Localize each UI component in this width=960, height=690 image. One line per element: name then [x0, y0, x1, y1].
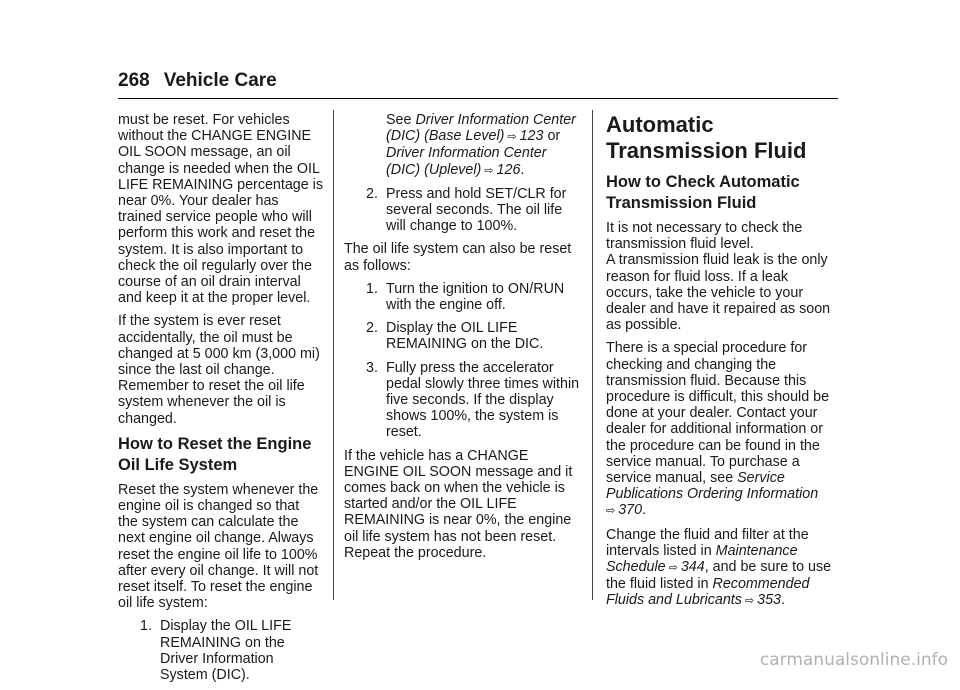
- steps-list: [118, 618, 323, 683]
- column-middle: [344, 112, 580, 568]
- step-continuation: See Driver Information Center (DIC) (Base Level) ⇨ 123 or Driver Information Center (DIC) (Uplevel) ⇨ 126.: [386, 112, 576, 178]
- list-item: [344, 186, 580, 235]
- step-text: Fully press the accelerator pedal slowly three times within five seconds. If the display shows 100%, the system is reset.: [386, 359, 580, 441]
- step-number: 3.: [366, 359, 378, 376]
- page-reference-arrow-icon: ⇨: [668, 562, 678, 575]
- section-title-large: Automatic Transmission Fluid: [606, 112, 807, 163]
- section-heading: How to Check Automatic Transmission Fluid: [606, 173, 800, 212]
- page-reference-arrow-icon: ⇨: [507, 131, 517, 144]
- page-reference-arrow-icon: ⇨: [484, 164, 494, 177]
- column-divider: [592, 110, 593, 600]
- step-text: Display the OIL LIFE REMAINING on the Driver Information System (DIC).: [160, 618, 292, 684]
- alt-steps-list: [344, 281, 580, 441]
- list-item: [118, 618, 323, 683]
- step-text: Display the OIL LIFE REMAINING on the DIC.: [386, 320, 544, 353]
- page-ref[interactable]: 353: [757, 592, 781, 609]
- text: , and be sure to use the fluid listed in: [606, 559, 832, 593]
- paragraph: If the system is ever reset accidentally, the oil must be changed at 5 000 km (3,000 mi) since the last oil change. Remember to reset the oil life system whenever the oil is changed.: [118, 313, 320, 427]
- link-recommended-fluids[interactable]: Recommended Fluids and Lubricants: [606, 576, 810, 609]
- column-divider: [333, 110, 334, 600]
- link-dic-uplevel[interactable]: Driver Information Center (DIC) (Uplevel): [386, 145, 547, 178]
- page-ref[interactable]: 370: [618, 502, 643, 519]
- page-ref[interactable]: 126: [496, 161, 521, 178]
- paragraph: A transmission fluid leak is the only reason for fluid loss. If a leak occurs, take the vehicle to your dealer and have it repaired as soon as possible.: [606, 252, 831, 334]
- paragraph: Reset the system whenever the engine oil is changed so that the system can calculate the next engine oil change. Always reset the engine oil life to 100% after every oil change. It will not reset itself. To reset the engine oil life system:: [118, 481, 319, 612]
- steps-list: [344, 186, 580, 235]
- column-right: [606, 112, 838, 617]
- paragraph: The oil life system can also be reset as follows:: [344, 241, 572, 274]
- page-reference-arrow-icon: ⇨: [606, 505, 616, 518]
- page-ref[interactable]: 123: [519, 128, 544, 145]
- page-header: [118, 70, 277, 92]
- page-reference-arrow-icon: ⇨: [744, 595, 755, 608]
- step-number: 1.: [140, 618, 152, 635]
- watermark: carmanualsonline.info: [759, 650, 948, 670]
- text: There is a special procedure for checking and changing the transmission fluid. Because this procedure is difficult, this should be done at your dealer. Contact your dealer for additional information or the procedure can be found in the service manual. To purchase a service manual, see: [606, 340, 830, 487]
- step-number: 2.: [366, 185, 378, 202]
- header-rule: [118, 98, 838, 99]
- step-text: Turn the ignition to ON/RUN with the engine off.: [386, 280, 565, 314]
- link-service-publications[interactable]: Service Publications Ordering Information: [606, 470, 819, 503]
- list-item: [344, 320, 580, 352]
- paragraph: Change the fluid and filter at the intervals listed in Maintenance Schedule ⇨ 344, and be sure to use the fluid listed in Recommended Fluids and Lubricants ⇨ 353.: [606, 526, 832, 609]
- paragraph: must be reset. For vehicles without the CHANGE ENGINE OIL SOON message, an oil change is needed when the OIL LIFE REMAINING percentage is near 0%. Your dealer has trained service people who will perform this work and reset the system. It is also important to check the oil regularly over the course of an oil drain interval and keep it at the proper level.: [118, 112, 323, 307]
- paragraph: If the vehicle has a CHANGE ENGINE OIL SOON message and it comes back on when the vehicle is started and/or the OIL LIFE REMAINING is near 0%, the engine oil life system has not been reset. Repeat the procedure.: [344, 447, 573, 561]
- step-number: 2.: [366, 320, 378, 337]
- page-number: 268: [118, 70, 150, 91]
- step-text: Press and hold SET/CLR for several seconds. The oil life will change to 100%.: [386, 185, 567, 235]
- or-text: or: [547, 128, 561, 145]
- link-dic-base[interactable]: Driver Information Center (DIC) (Base Level): [386, 112, 576, 145]
- list-item: [344, 360, 580, 441]
- step-number: 1.: [366, 280, 378, 297]
- list-item: [344, 281, 580, 313]
- text: Change the fluid and filter at the intervals listed in: [606, 526, 809, 559]
- column-left: [118, 112, 323, 690]
- section-heading: How to Reset the Engine Oil Life System: [118, 434, 312, 474]
- link-maintenance-schedule[interactable]: Maintenance Schedule: [606, 542, 798, 576]
- paragraph: There is a special procedure for checking and changing the transmission fluid. Because this procedure is difficult, this should be done at your dealer. Contact your dealer for additional information or the procedure can be found in the service manual. To purchase a service manual, see Service Publications Ordering Information ⇨ 370.: [606, 340, 830, 519]
- section-title: Vehicle Care: [163, 70, 277, 91]
- see-text: See: [386, 112, 412, 128]
- paragraph: It is not necessary to check the transmission fluid level.: [606, 220, 803, 253]
- page-ref[interactable]: 344: [680, 559, 705, 576]
